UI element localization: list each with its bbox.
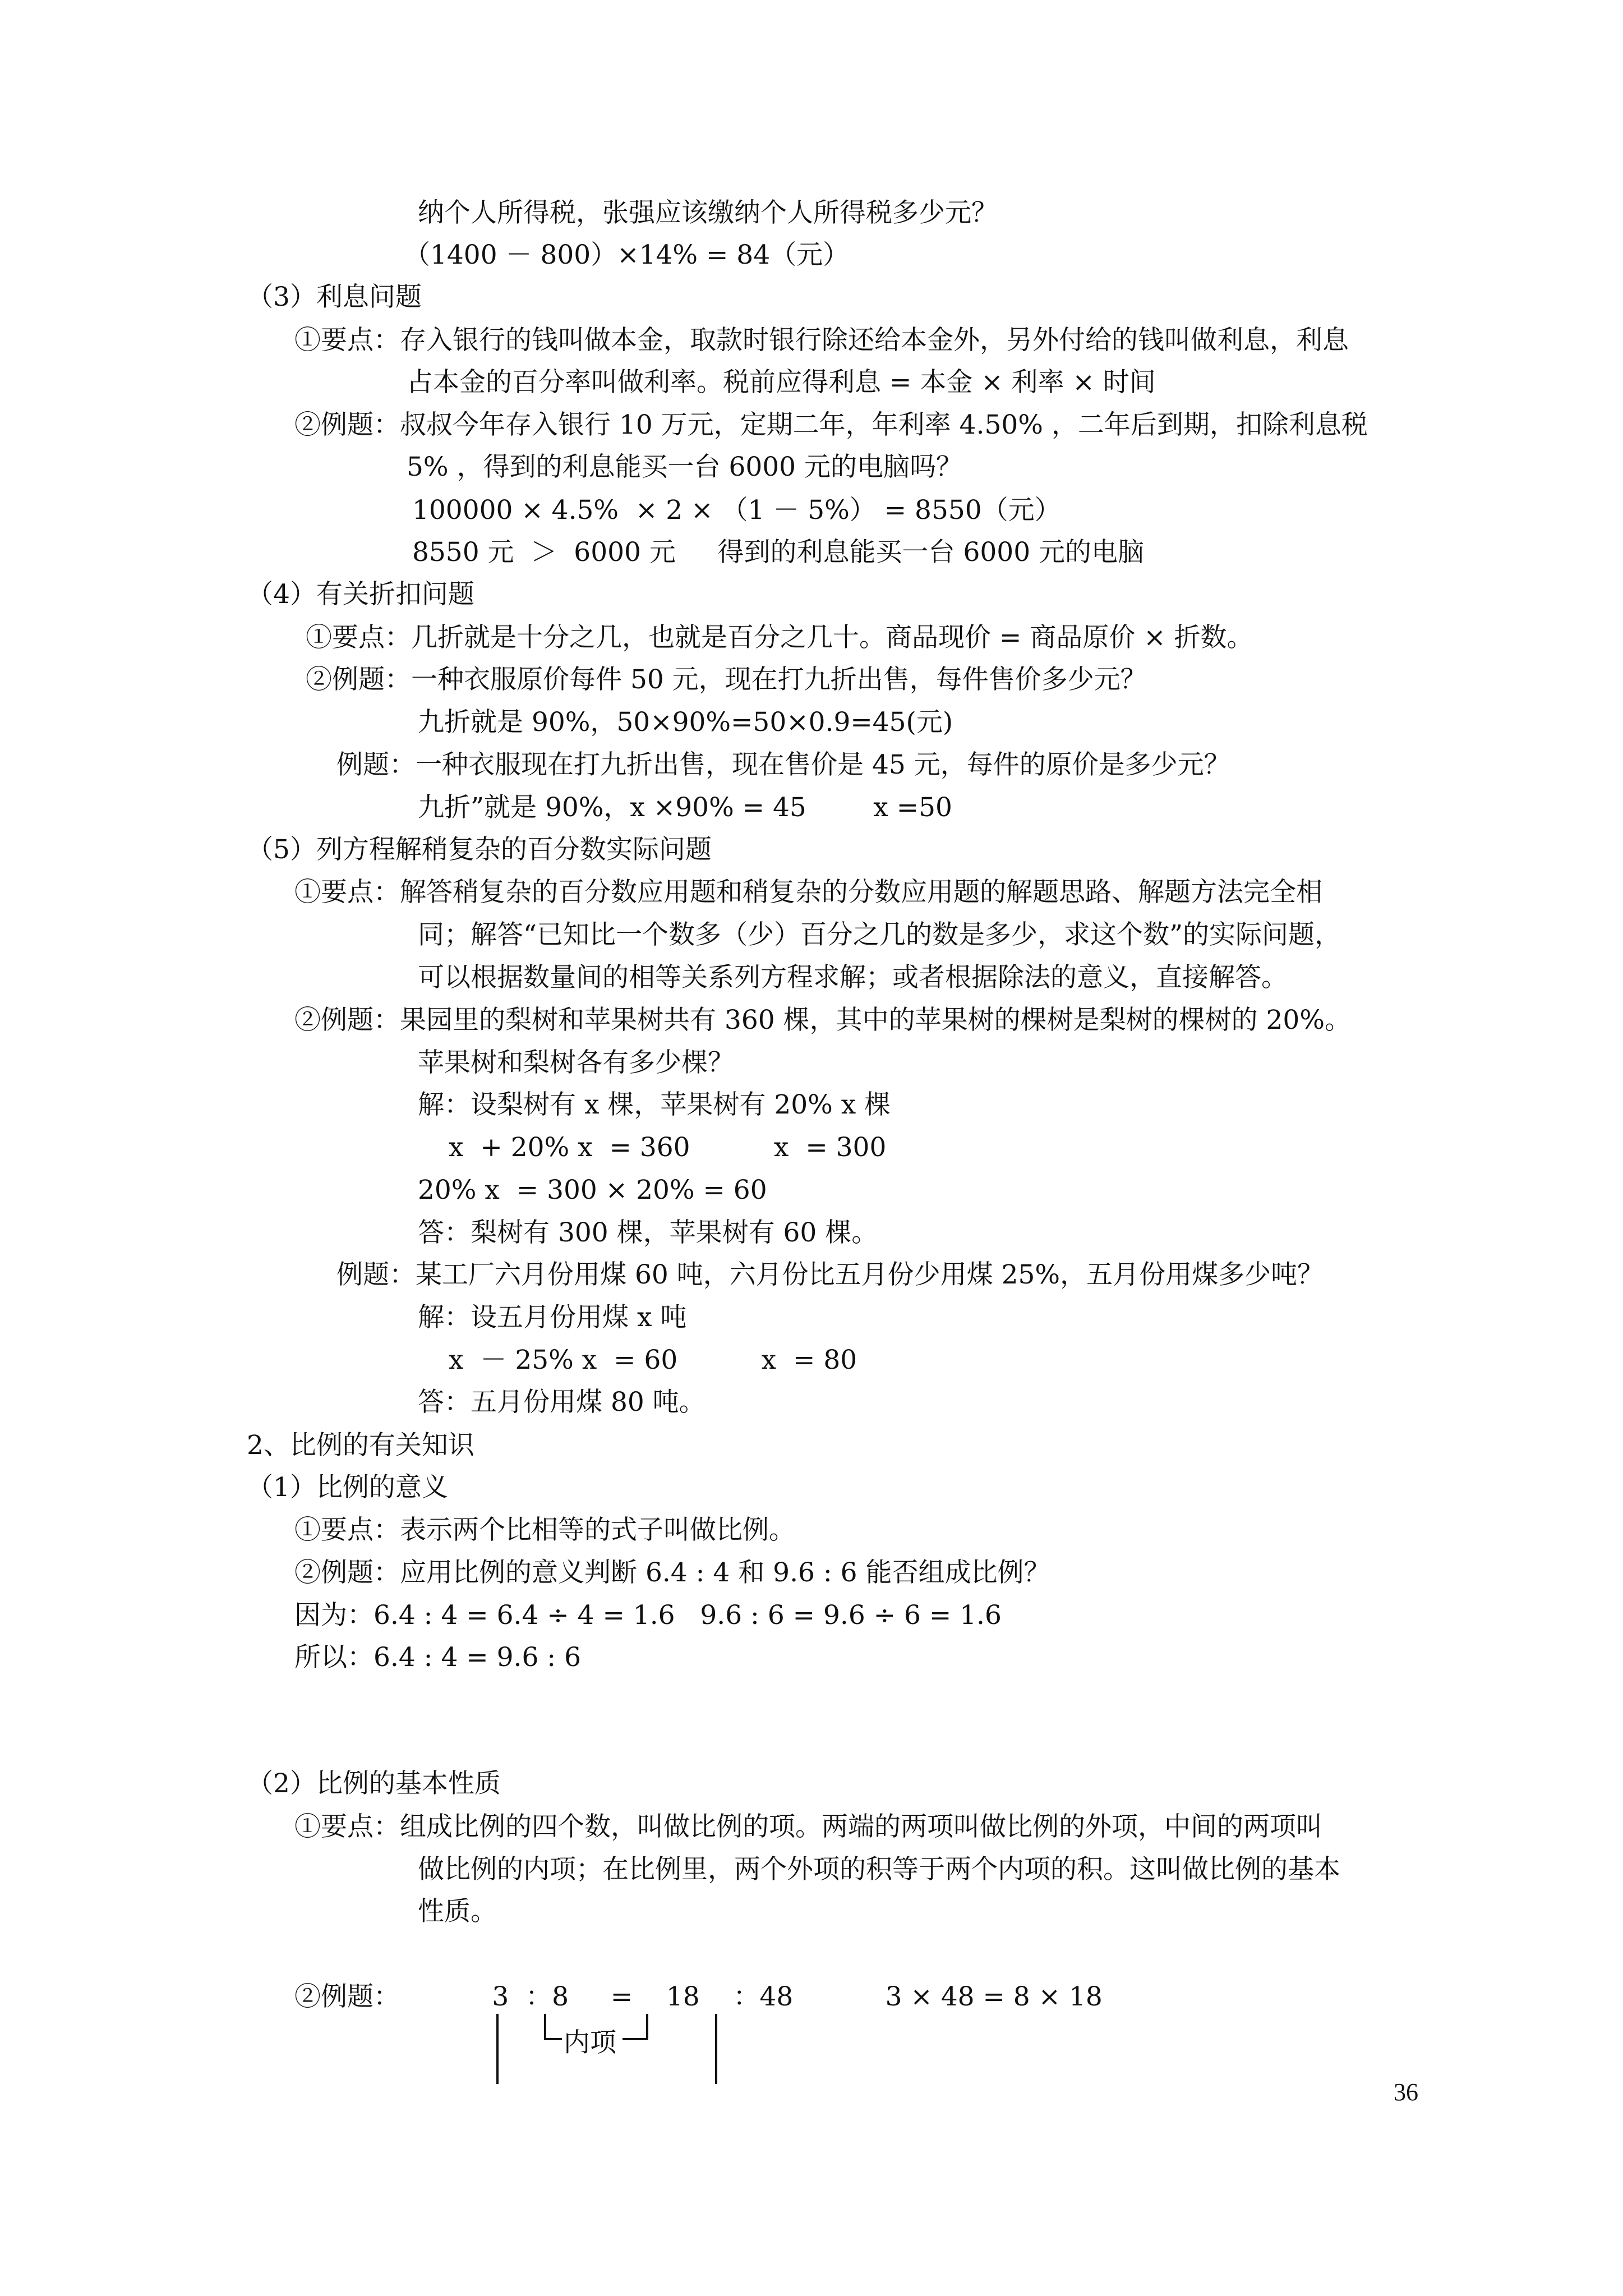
text-line: 苹果树和梨树各有多少棵？: [418, 1047, 734, 1078]
text-line: ②例题：叔叔今年存入银行 10 万元，定期二年，年利率 4.50% ，二年后到期，扣除利息税: [294, 409, 1368, 440]
text-line: ②例题：应用比例的意义判断 6.4 : 4 和 9.6 : 6 能否组成比例？: [294, 1557, 1050, 1588]
text-line: ①要点：组成比例的四个数，叫做比例的项。两端的两项叫做比例的外项，中间的两项叫: [294, 1811, 1322, 1842]
section-heading: （2）比例的基本性质: [247, 1768, 501, 1799]
text-line: 例题：一种衣服现在打九折出售，现在售价是 45 元，每件的原价是多少元？: [336, 749, 1230, 780]
formula-line: 九折就是 90%，50×90%=50×0.9=45(元): [418, 707, 953, 738]
text-line: 同；解答“已知比一个数多（少）百分之几的数是多少，求这个数”的实际问题，: [418, 919, 1341, 950]
inner-term-label: 内项: [564, 2027, 616, 2058]
text-line: ②例题：果园里的梨树和苹果树共有 360 棵，其中的苹果树的棵树是梨树的棵树的 20%。: [294, 1005, 1351, 1036]
inner-term-right-line: [623, 2038, 648, 2040]
inner-term-left-line: [544, 2038, 562, 2040]
formula-line: 答：五月份用煤 80 吨。: [418, 1387, 706, 1418]
text-line: 可以根据数量间的相等关系列方程求解；或者根据除法的意义，直接解答。: [418, 962, 1288, 993]
outer-term-left-bar: [496, 2014, 499, 2084]
section-heading: （4）有关折扣问题: [247, 579, 474, 610]
section-heading: （5）列方程解稍复杂的百分数实际问题: [247, 834, 712, 865]
formula-line: 20% x = 300 × 20% = 60: [418, 1175, 767, 1205]
text-line: 性质。: [418, 1896, 497, 1927]
formula-line: 100000 × 4.5% × 2 × （1 － 5%） = 8550（元）: [412, 495, 1061, 526]
formula-line: （1400 － 800）×14% = 84（元）: [404, 240, 850, 270]
text-line: 5% ，得到的利息能买一台 6000 元的电脑吗？: [407, 452, 962, 482]
text-line: 占本金的百分率叫做利率。税前应得利息 = 本金 × 利率 × 时间: [407, 367, 1156, 398]
text-line: ①要点：解答稍复杂的百分数应用题和稍复杂的分数应用题的解题思路、解题方法完全相: [294, 877, 1322, 908]
text-line: ①要点：表示两个比相等的式子叫做比例。: [294, 1515, 795, 1545]
text-line: ①要点：存入银行的钱叫做本金，取款时银行除还给本金外，另外付给的钱叫做利息，利息: [294, 325, 1349, 356]
formula-line: x － 25% x = 60 x = 80: [449, 1345, 857, 1375]
formula-line: x + 20% x = 360 x = 300: [449, 1132, 887, 1163]
formula-line: ②例题： 3 ：8 = 18 ：48 3 × 48 = 8 × 18: [294, 1981, 1103, 2012]
formula-line: 解：设五月份用煤 x 吨: [418, 1302, 687, 1333]
formula-line: 因为：6.4 : 4 = 6.4 ÷ 4 = 1.6 9.6 : 6 = 9.6 ÷ 6 = 1.6: [294, 1600, 1002, 1631]
text-line: ①要点：几折就是十分之几，也就是百分之几十。商品现价 = 商品原价 × 折数。: [306, 622, 1253, 653]
text-line: ②例题：一种衣服原价每件 50 元，现在打九折出售，每件售价多少元？: [306, 664, 1147, 695]
text-line: 例题：某工厂六月份用煤 60 吨，六月份比五月份少用煤 25%，五月份用煤多少吨？: [336, 1259, 1324, 1290]
section-heading: （3）利息问题: [247, 282, 422, 312]
inner-term-right-tick: [646, 2014, 648, 2039]
text-line: 纳个人所得税，张强应该缴纳个人所得税多少元？: [418, 197, 998, 228]
text-line: 做比例的内项；在比例里，两个外项的积等于两个内项的积。这叫做比例的基本: [418, 1854, 1340, 1885]
inner-term-left-tick: [544, 2014, 546, 2039]
formula-line: 九折”就是 90%，x ×90% = 45 x =50: [418, 792, 952, 823]
formula-line: 解：设梨树有 x 棵，苹果树有 20% x 棵: [418, 1089, 891, 1120]
section-heading: （1）比例的意义: [247, 1472, 448, 1503]
page-number: 36: [1394, 2078, 1418, 2106]
formula-line: 所以：6.4 : 4 = 9.6 : 6: [294, 1642, 581, 1673]
outer-term-right-bar: [715, 2014, 717, 2084]
section-heading: 2、比例的有关知识: [247, 1430, 474, 1461]
formula-line: 答：梨树有 300 棵，苹果树有 60 棵。: [418, 1217, 878, 1248]
formula-line: 8550 元 ＞ 6000 元 得到的利息能买一台 6000 元的电脑: [412, 537, 1145, 568]
